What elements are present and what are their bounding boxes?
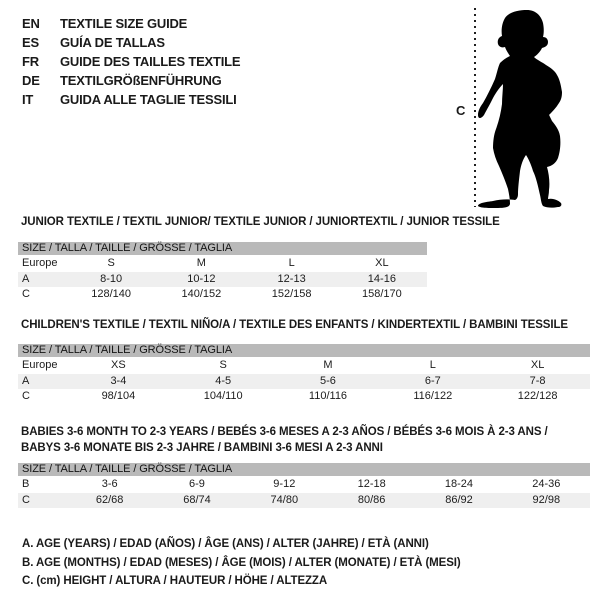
table-cell: 18-24: [444, 478, 474, 490]
size-header-bar: SIZE / TALLA / TAILLE / GRÖSSE / TAGLIA: [18, 242, 427, 255]
children-size-table: [18, 344, 590, 404]
table-cell: 152/158: [271, 288, 312, 300]
guide-title-it: GUIDA ALLE TAGLIE TESSILI: [60, 92, 237, 107]
table-cell: XL: [375, 257, 389, 269]
row-label: Europe: [22, 257, 58, 269]
lang-code: EN: [22, 16, 40, 31]
lang-code: IT: [22, 92, 34, 107]
table-cell: 122/128: [517, 390, 558, 402]
table-cell: 104/110: [203, 390, 243, 402]
table-cell: 5-6: [320, 375, 336, 387]
lang-row-it: [22, 90, 240, 109]
table-cell: 116/122: [413, 390, 453, 402]
table-cell: M: [196, 257, 206, 269]
table-cell: 140/152: [181, 288, 222, 300]
table-cell: L: [288, 257, 295, 269]
table-row-height: [18, 389, 590, 404]
row-label: A: [22, 375, 30, 387]
table-cell: XS: [111, 359, 126, 371]
guide-title-en: TEXTILE SIZE GUIDE: [60, 16, 188, 31]
table-cell: M: [323, 359, 333, 371]
babies-table-title-line2: BABYS 3-6 MONATE BIS 2-3 JAHRE / BAMBINI 3-6 MESI A 2-3 ANNI: [21, 442, 383, 454]
lang-code: DE: [22, 73, 40, 88]
size-header-row: [18, 344, 590, 357]
table-cell: L: [429, 359, 436, 371]
height-measure-label: C: [456, 103, 466, 118]
table-cell: S: [219, 359, 227, 371]
table-row-europe: [18, 255, 427, 272]
junior-size-table: [18, 242, 427, 302]
footnote-age-months: B. AGE (MONTHS) / EDAD (MESES) / ÂGE (MOIS) / ALTER (MONATE) / ETÀ (MESI): [22, 556, 461, 569]
table-cell: 3-6: [101, 478, 118, 490]
table-cell: 158/170: [361, 288, 402, 300]
size-header-bar: SIZE / TALLA / TAILLE / GRÖSSE / TAGLIA: [18, 344, 590, 357]
lang-row-fr: [22, 52, 240, 71]
table-row-age: [18, 374, 590, 389]
table-row-age-months: [18, 476, 590, 493]
table-cell: XL: [530, 359, 545, 371]
row-label: B: [22, 478, 30, 490]
children-table-title: CHILDREN'S TEXTILE / TEXTIL NIÑO/A / TEXTILE DES ENFANTS / KINDERTEXTIL / BAMBINI TESSILE: [21, 319, 568, 331]
row-label: Europe: [22, 359, 58, 371]
lang-row-es: [22, 33, 240, 52]
table-cell: 8-10: [100, 273, 123, 285]
size-header-bar: SIZE / TALLA / TAILLE / GRÖSSE / TAGLIA: [18, 463, 590, 476]
table-cell: 3-4: [110, 375, 127, 387]
row-label: A: [22, 273, 30, 285]
table-cell: 14-16: [367, 273, 396, 285]
table-cell: 6-9: [189, 478, 205, 490]
table-cell: 9-12: [273, 478, 296, 490]
babies-size-table: [18, 463, 590, 508]
guide-title-fr: GUIDE DES TAILLES TEXTILE: [60, 54, 241, 69]
junior-table-title: JUNIOR TEXTILE / TEXTIL JUNIOR/ TEXTILE JUNIOR / JUNIORTEXTIL / JUNIOR TESSILE: [21, 216, 500, 228]
table-row-europe: [18, 357, 590, 374]
table-cell: 86/92: [445, 494, 473, 506]
table-cell: 80/86: [357, 494, 386, 506]
table-cell: 68/74: [183, 494, 211, 506]
guide-title-es: GUÍA DE TALLAS: [60, 35, 165, 50]
toddler-silhouette-image: [476, 6, 568, 208]
table-cell: 74/80: [270, 494, 299, 506]
lang-code: ES: [22, 35, 39, 50]
table-cell: 7-8: [529, 375, 546, 387]
lang-row-de: [22, 71, 240, 90]
footnotes: [22, 535, 461, 591]
table-cell: 24-36: [532, 478, 561, 490]
row-label: C: [22, 494, 30, 506]
table-cell: 6-7: [424, 375, 441, 387]
babies-table-title-line1: BABIES 3-6 MONTH TO 2-3 YEARS / BEBÉS 3-6 MESES A 2-3 AÑOS / BÉBÉS 3-6 MOIS À 2-3 ANS /: [21, 426, 548, 438]
babies-table-title: [21, 424, 548, 456]
language-header: [22, 14, 240, 109]
table-cell: 98/104: [101, 390, 136, 402]
table-cell: 4-5: [215, 375, 232, 387]
table-cell: 110/116: [308, 390, 348, 402]
table-row-height: [18, 493, 590, 508]
row-label: C: [22, 390, 30, 402]
size-header-row: [18, 242, 427, 255]
guide-title-de: TEXTILGRÖßENFÜHRUNG: [60, 73, 222, 88]
table-cell: 12-18: [357, 478, 386, 490]
row-label: C: [22, 288, 30, 300]
footnote-height: C. (cm) HEIGHT / ALTURA / HAUTEUR / HÖHE / ALTEZZA: [22, 575, 328, 587]
table-cell: 12-13: [277, 273, 306, 285]
table-cell: 10-12: [187, 273, 216, 285]
table-row-height: [18, 287, 427, 302]
table-cell: S: [107, 257, 115, 269]
footnote-age-years: A. AGE (YEARS) / EDAD (AÑOS) / ÂGE (ANS) / ALTER (JAHRE) / ETÀ (ANNI): [22, 538, 429, 550]
lang-row-en: [22, 14, 240, 33]
table-cell: 62/68: [95, 494, 124, 506]
table-cell: 128/140: [91, 288, 131, 300]
table-cell: 92/98: [532, 494, 561, 506]
table-row-age: [18, 272, 427, 287]
lang-code: FR: [22, 54, 39, 69]
size-header-row: [18, 463, 590, 476]
